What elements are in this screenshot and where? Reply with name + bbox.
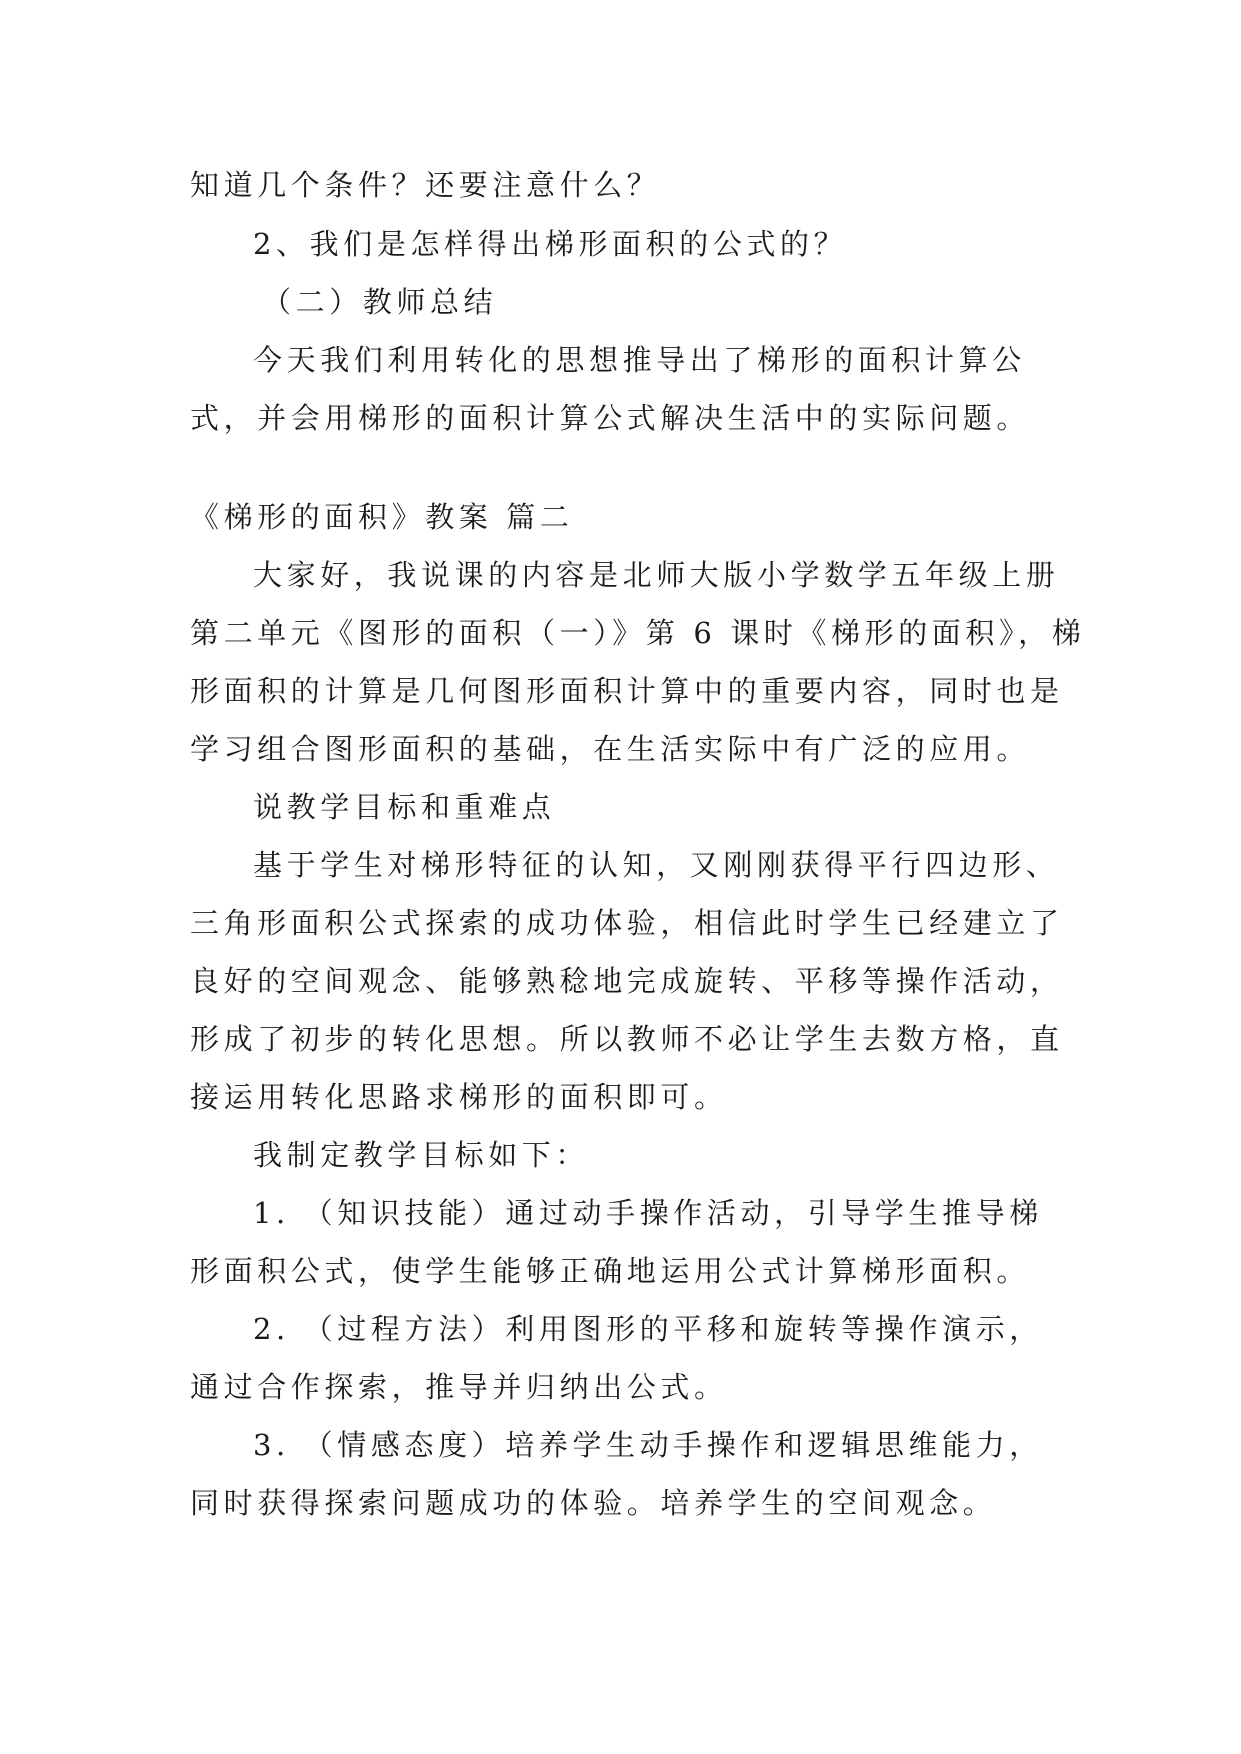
paragraph-line: 基于学生对梯形特征的认知，又刚刚获得平行四边形、 <box>253 848 1060 882</box>
list-item-1-continued: 形面积公式，使学生能够正确地运用公式计算梯形面积。 <box>190 1254 1031 1288</box>
list-item-3: 3. （情感态度）培养学生动手操作和逻辑思维能力， <box>253 1428 1043 1462</box>
list-item-3-continued: 同时获得探索问题成功的体验。培养学生的空间观念。 <box>190 1486 997 1520</box>
paragraph-line: 大家好，我说课的内容是北师大版小学数学五年级上册 <box>253 558 1060 592</box>
section-heading-teacher-summary: （二）教师总结 <box>262 285 498 319</box>
paragraph-line: 学习组合图形面积的基础，在生活实际中有广泛的应用。 <box>190 732 1031 766</box>
paragraph-line: 三角形面积公式探索的成功体验，相信此时学生已经建立了 <box>190 906 1064 940</box>
paragraph-line: 第二单元《图形的面积（一）》第 6 课时《梯形的面积》，梯 <box>190 616 1086 650</box>
paragraph-line: 接运用转化思路求梯形的面积即可。 <box>190 1080 728 1114</box>
paragraph-line: 式，并会用梯形的面积计算公式解决生活中的实际问题。 <box>190 401 1031 435</box>
paragraph-line: 形面积的计算是几何图形面积计算中的重要内容，同时也是 <box>190 674 1064 708</box>
list-item-1: 1. （知识技能）通过动手操作活动，引导学生推导梯 <box>253 1196 1043 1230</box>
section-title: 《梯形的面积》教案 篇二 <box>190 500 574 534</box>
paragraph-line: 我制定教学目标如下： <box>253 1138 590 1172</box>
paragraph-line: 今天我们利用转化的思想推导出了梯形的面积计算公 <box>253 343 1026 377</box>
text-line: 知道几个条件？还要注意什么？ <box>190 168 661 202</box>
list-item-2-continued: 通过合作探索，推导并归纳出公式。 <box>190 1370 728 1404</box>
subheading: 说教学目标和重难点 <box>253 790 556 824</box>
paragraph-line: 形成了初步的转化思想。所以教师不必让学生去数方格，直 <box>190 1022 1064 1056</box>
question-2: 2、我们是怎样得出梯形面积的公式的？ <box>253 227 848 261</box>
paragraph-line: 良好的空间观念、能够熟稔地完成旋转、平移等操作活动， <box>190 964 1064 998</box>
list-item-2: 2. （过程方法）利用图形的平移和旋转等操作演示， <box>253 1312 1043 1346</box>
